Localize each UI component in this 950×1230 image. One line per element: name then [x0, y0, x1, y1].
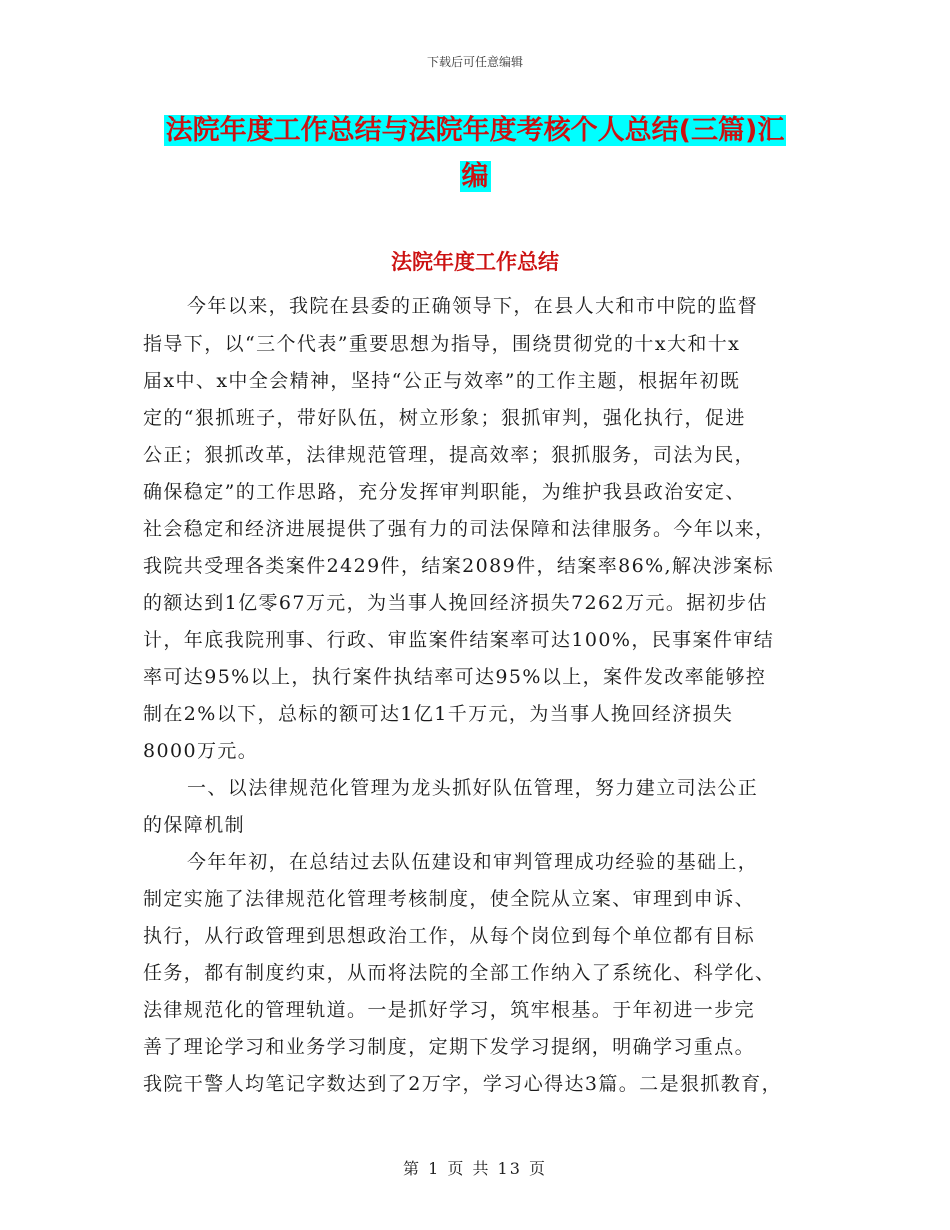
- text-line: 今年以来，我院在县委的正确领导下，在县人大和市中院的监督: [187, 295, 759, 317]
- text-line: 的额达到1亿零67万元，为当事人挽回经济损失7262万元。据初步估: [143, 592, 768, 614]
- text-line: 社会稳定和经济进展提供了强有力的司法保障和法律服务。今年以来，: [143, 518, 776, 540]
- document-title: [0, 108, 950, 200]
- text-line: 我院干警人均笔记字数达到了2万字，学习心得达3篇。二是狠抓教育，: [143, 1073, 782, 1095]
- text-line: 的保障机制: [143, 814, 246, 836]
- text-line: 公正；狠抓改革，法律规范管理，提高效率；狠抓服务，司法为民，: [143, 444, 756, 466]
- text-line: 确保稳定”的工作思路，充分发挥审判职能，为维护我县政治安定、: [143, 481, 746, 503]
- page-footer: 第 1 页 共 13 页: [403, 1159, 547, 1178]
- header-note: 下载后可任意编辑: [426, 55, 523, 69]
- text-line: 率可达95%以上，执行案件执结率可达95%以上，案件发改率能够控: [143, 666, 767, 688]
- text-line: 制定实施了法律规范化管理考核制度，使全院从立案、审理到申诉、: [143, 888, 756, 910]
- title-line-1: 法院年度工作总结与法院年度考核个人总结(三篇)汇: [165, 115, 785, 146]
- text-line: 任务，都有制度约束，从而将法院的全部工作纳入了系统化、科学化、: [143, 962, 776, 984]
- text-line: 法律规范化的管理轨道。一是抓好学习，筑牢根基。于年初进一步完: [143, 999, 756, 1021]
- text-line: 一、以法律规范化管理为龙头抓好队伍管理，努力建立司法公正: [187, 777, 759, 799]
- text-line: 执行，从行政管理到思想政治工作，从每个岗位到每个单位都有目标: [143, 925, 756, 947]
- text-line: 善了理论学习和业务学习制度，定期下发学习提纲，明确学习重点。: [143, 1036, 756, 1058]
- title-line-2: 编: [461, 161, 489, 192]
- text-line: 我院共受理各类案件2429件，结案2089件，结案率86%,解决涉案标: [143, 555, 774, 577]
- section-title: 法院年度工作总结: [391, 250, 559, 274]
- text-line: 计，年底我院刑事、行政、审监案件结案率可达100%，民事案件审结: [143, 629, 775, 651]
- text-line: 制在2%以下，总标的额可达1亿1千万元，为当事人挽回经济损失: [143, 703, 734, 725]
- text-line: 定的“狠抓班子，带好队伍，树立形象；狠抓审判，强化执行，促进: [143, 407, 746, 429]
- text-line: 届x中、x中全会精神，坚持“公正与效率”的工作主题，根据年初既: [143, 370, 741, 392]
- text-line: 8000万元。: [143, 740, 259, 762]
- text-line: 今年年初，在总结过去队伍建设和审判管理成功经验的基础上，: [187, 851, 759, 873]
- text-line: 指导下，以“三个代表”重要思想为指导，围绕贯彻党的十x大和十x: [143, 333, 741, 355]
